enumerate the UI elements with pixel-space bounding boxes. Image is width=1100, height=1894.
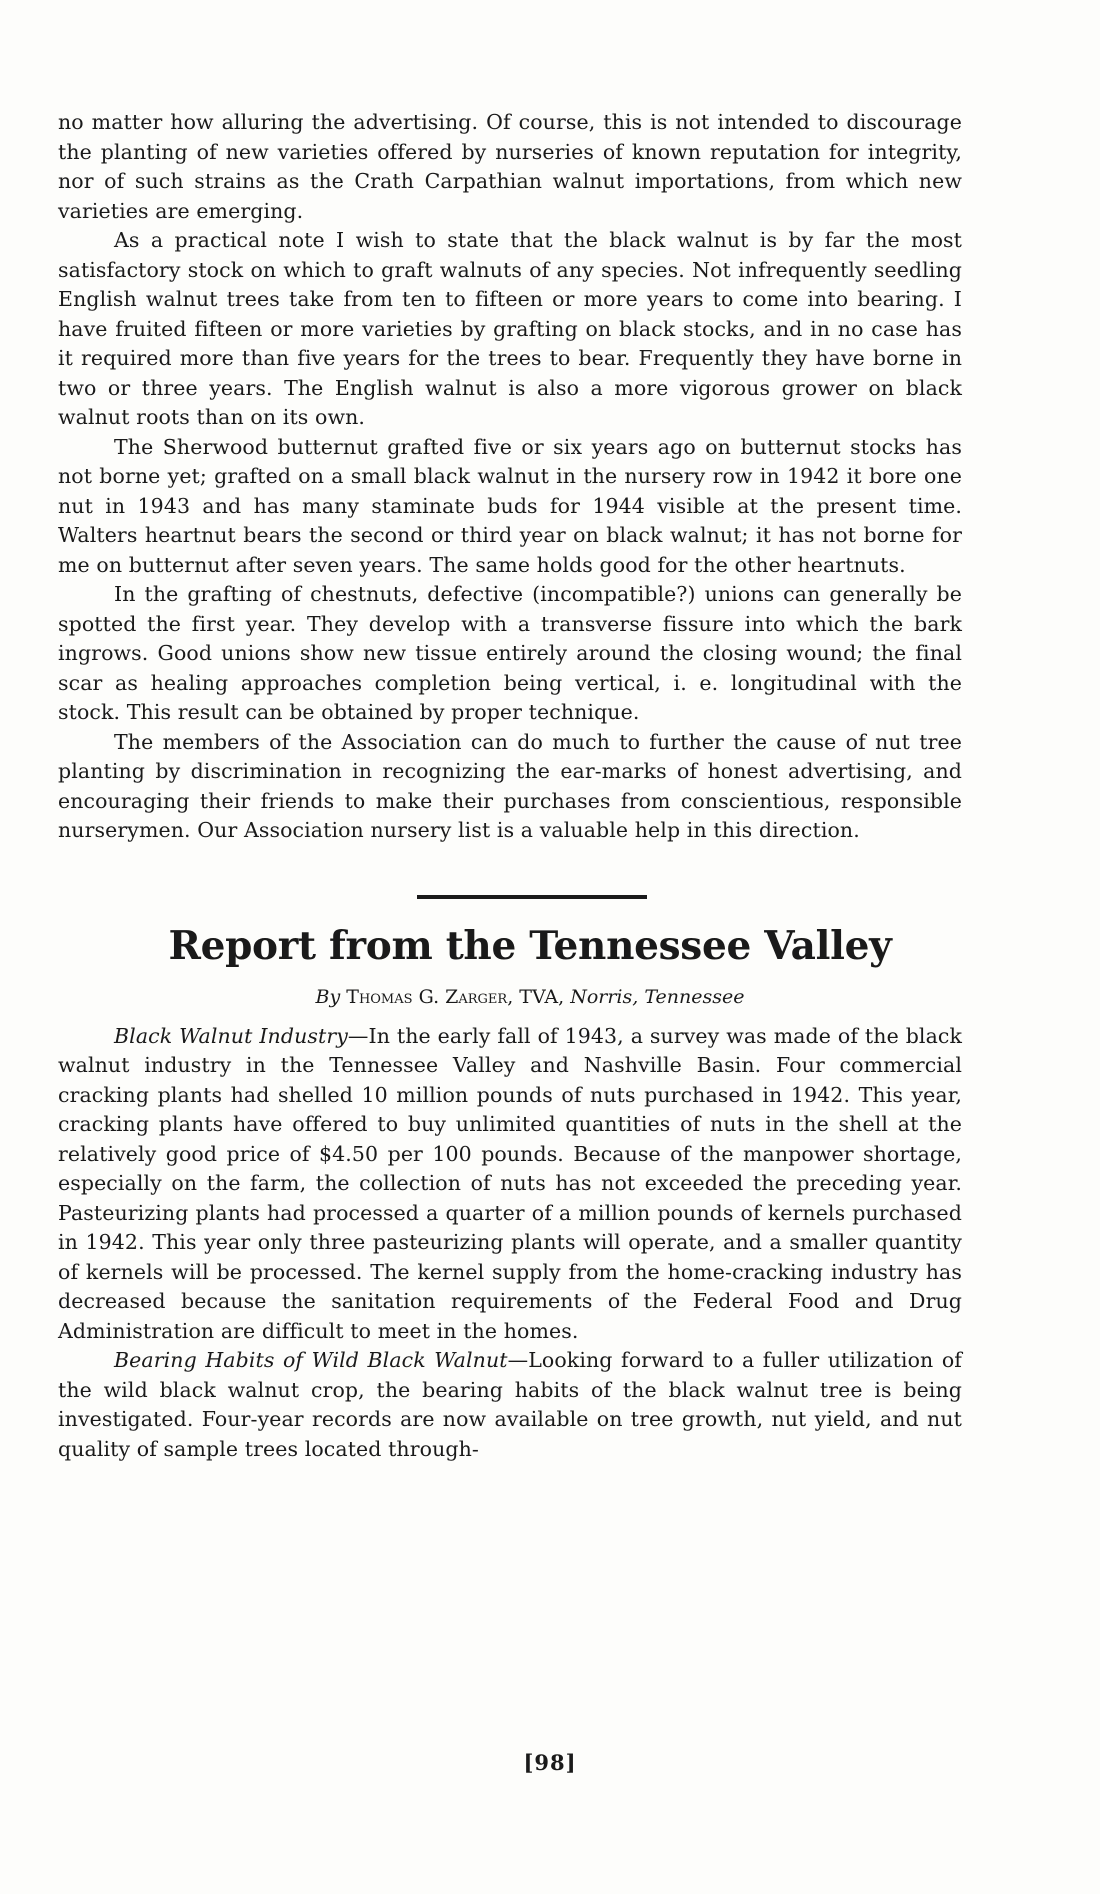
byline-place: Norris, Tennessee bbox=[570, 985, 745, 1008]
page-content bbox=[58, 108, 962, 1464]
byline-author: Thomas G. Zarger bbox=[346, 985, 508, 1008]
section-bearing-habits bbox=[58, 1346, 962, 1464]
paragraph-butternut: The Sherwood butternut grafted five or six years ago on butternut stocks has not borne yet; grafted on a small black walnut in the nursery row in 1942 it bore one nut in 1943 and has many staminate buds for 1944 visible at the present time. Walters heartnut bears the second or third year on black walnut; it has not borne for me on butternut after seven years. The same holds good for the other heartnuts. bbox=[58, 434, 962, 577]
page-number: [98] bbox=[523, 1750, 577, 1775]
section-text: —In the early fall of 1943, a survey was made of the black walnut industry in the Tennessee Valley and Nashville Basin. Four commercial cracking plants had shelled 10 million pounds of nuts purchased in 1942. This year, cracking plants have offered to buy unlimited quantities of nuts in the shell at the relatively good price of $4.50 per 100 pounds. Because of the manpower shortage, especially on the farm, the collection of nuts has not exceeded the preceding year. Pasteurizing plants had processed a quarter of a million pounds of kernels purchased in 1942. This year only three pasteurizing plants will operate, and a smaller quantity of kernels will be processed. The kernel supply from the home-cracking industry has decreased because the sanitation requirements of the Federal Food and Drug Administration are difficult to meet in the homes. bbox=[58, 1023, 963, 1343]
paragraph-continued: no matter how alluring the advertising. Of course, this is not intended to discourage the planting of new varieties offered by nurseries of known reputation for integrity, nor of such strains as the Crath Carpathian walnut importations, from which new varieties are emerging. bbox=[58, 110, 962, 223]
paragraph-grafting-stock: As a practical note I wish to state that the black walnut is by far the most satisfactory stock on which to graft walnuts of any species. Not infrequently seedling English walnut trees take from ten to fifteen or more years to come into bearing. I have fruited fifteen or more varieties by grafting on black stocks, and in no case has it required more than five years for the trees to bear. Frequently they have borne in two or three years. The English walnut is also a more vigorous grower on black walnut roots than on its own. bbox=[58, 228, 962, 429]
article-title: Report from the Tennessee Valley bbox=[168, 922, 892, 969]
section-heading: Black Walnut Industry bbox=[114, 1023, 348, 1048]
article-byline bbox=[78, 984, 982, 1010]
section-text: —Looking forward to a fuller utilization of the wild black walnut crop, the bearing habits of the black walnut tree is being investigated. Four-year records are now available on tree growth, nut yield, and nut quality of sample trees located through- bbox=[58, 1348, 962, 1461]
section-divider-rule bbox=[417, 895, 647, 899]
byline-org: , TVA, bbox=[507, 985, 571, 1008]
section-heading: Bearing Habits of Wild Black Walnut bbox=[114, 1348, 508, 1372]
paragraph-chestnuts: In the grafting of chestnuts, defective (incompatible?) unions can generally be spotted the first year. They develop with a transverse fissure into which the bark ingrows. Good unions show new tissue entirely around the closing wound; the final scar as healing approaches completion being vertical, i. e. longitudinal with the stock. This result can be obtained by proper technique. bbox=[58, 582, 962, 724]
byline-by: By bbox=[315, 985, 341, 1008]
section-black-walnut-industry bbox=[58, 1022, 962, 1347]
paragraph-association: The members of the Association can do much to further the cause of nut tree planting by discrimination in recognizing the ear-marks of honest advertising, and encouraging their friends to make their purchases from conscientious, responsible nurserymen. Our Association nursery list is a valuable help in this direction. bbox=[58, 729, 962, 842]
